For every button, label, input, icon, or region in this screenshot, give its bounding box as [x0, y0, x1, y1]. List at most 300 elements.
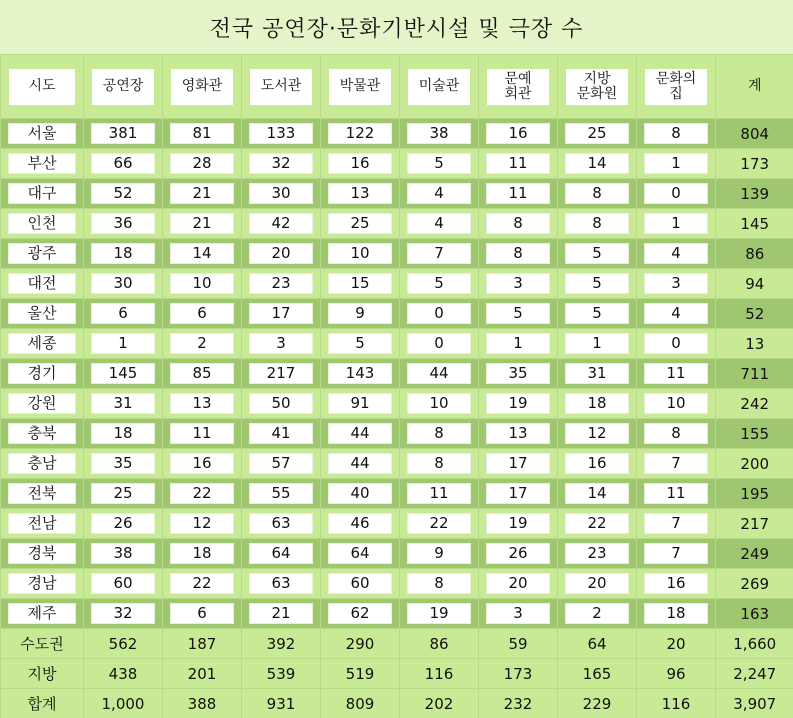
value-label: 25	[328, 213, 392, 234]
value-cell	[479, 509, 558, 539]
value-cell	[84, 569, 163, 599]
value-cell	[400, 209, 479, 239]
table-row	[1, 179, 793, 209]
value-cell	[242, 209, 321, 239]
value-cell	[637, 569, 716, 599]
value-label: 20	[249, 243, 313, 264]
value-label: 17	[486, 453, 550, 474]
value-cell	[400, 329, 479, 359]
value-cell	[321, 299, 400, 329]
value-label: 21	[170, 213, 234, 234]
value-label: 18	[91, 243, 155, 264]
value-label: 8	[644, 123, 708, 144]
region-cell	[1, 269, 84, 299]
value-cell	[400, 599, 479, 629]
value-cell	[479, 419, 558, 449]
value-label: 8	[407, 423, 471, 444]
header-label: 공연장	[92, 69, 154, 105]
value-cell	[558, 329, 637, 359]
value-label: 10	[407, 393, 471, 414]
value-label: 22	[170, 483, 234, 504]
value-cell: 711	[716, 359, 793, 389]
region-cell	[1, 449, 84, 479]
value-label: 22	[407, 513, 471, 534]
value-cell: 217	[716, 509, 793, 539]
value-label: 16	[170, 453, 234, 474]
value-cell	[558, 599, 637, 629]
value-cell	[163, 539, 242, 569]
value-label: 1	[644, 153, 708, 174]
value-cell	[321, 569, 400, 599]
value-label: 8	[565, 213, 629, 234]
value-cell: 804	[716, 119, 793, 149]
region-label: 광주	[8, 243, 76, 264]
value-cell	[558, 539, 637, 569]
value-cell	[163, 419, 242, 449]
value-label: 10	[170, 273, 234, 294]
region-cell	[1, 599, 84, 629]
value-label: 10	[644, 393, 708, 414]
value-label: 143	[328, 363, 392, 384]
value-label: 0	[407, 333, 471, 354]
summary-row	[1, 629, 793, 659]
value-label: 4	[407, 183, 471, 204]
value-cell	[558, 509, 637, 539]
value-cell	[400, 509, 479, 539]
value-cell	[321, 149, 400, 179]
value-label: 1	[565, 333, 629, 354]
table-row	[1, 149, 793, 179]
value-cell	[558, 209, 637, 239]
value-label: 6	[170, 603, 234, 624]
value-cell	[637, 389, 716, 419]
summary-value: 202	[400, 689, 479, 718]
value-cell	[479, 299, 558, 329]
region-cell	[1, 389, 84, 419]
value-label: 13	[328, 183, 392, 204]
value-cell: 145	[716, 209, 793, 239]
summary-value: 1,660	[716, 629, 793, 659]
value-cell	[558, 179, 637, 209]
header-cell	[321, 55, 400, 119]
value-cell	[242, 509, 321, 539]
value-cell	[400, 419, 479, 449]
value-cell	[637, 269, 716, 299]
value-cell	[400, 179, 479, 209]
region-cell	[1, 209, 84, 239]
value-cell	[84, 359, 163, 389]
value-label: 12	[565, 423, 629, 444]
header-label: 영화관	[171, 69, 233, 105]
value-label: 10	[328, 243, 392, 264]
value-cell: 52	[716, 299, 793, 329]
header-label: 박물관	[329, 69, 391, 105]
table-row	[1, 209, 793, 239]
region-label: 인천	[8, 213, 76, 234]
value-label: 32	[249, 153, 313, 174]
value-label: 35	[486, 363, 550, 384]
table-header-row	[1, 55, 793, 119]
value-cell	[479, 149, 558, 179]
value-cell	[479, 359, 558, 389]
region-label: 경북	[8, 543, 76, 564]
header-cell	[479, 55, 558, 119]
summary-value: 86	[400, 629, 479, 659]
value-label: 31	[91, 393, 155, 414]
value-cell	[163, 359, 242, 389]
value-cell	[84, 509, 163, 539]
value-label: 3	[249, 333, 313, 354]
summary-value: 388	[163, 689, 242, 718]
region-cell	[1, 479, 84, 509]
value-cell	[400, 479, 479, 509]
value-cell	[400, 539, 479, 569]
table-row	[1, 479, 793, 509]
summary-value: 931	[242, 689, 321, 718]
value-cell	[558, 239, 637, 269]
region-label: 대구	[8, 183, 76, 204]
value-cell	[242, 479, 321, 509]
value-label: 8	[486, 243, 550, 264]
table-row	[1, 269, 793, 299]
value-cell	[558, 359, 637, 389]
value-cell	[637, 419, 716, 449]
value-cell	[637, 509, 716, 539]
value-label: 22	[170, 573, 234, 594]
value-cell	[558, 299, 637, 329]
value-label: 63	[249, 573, 313, 594]
value-cell	[163, 209, 242, 239]
region-label: 전북	[8, 483, 76, 504]
value-label: 85	[170, 363, 234, 384]
value-label: 35	[91, 453, 155, 474]
region-cell	[1, 119, 84, 149]
value-cell	[400, 119, 479, 149]
region-label: 전남	[8, 513, 76, 534]
value-cell	[242, 569, 321, 599]
region-cell	[1, 359, 84, 389]
region-label: 경남	[8, 573, 76, 594]
value-cell	[479, 449, 558, 479]
value-cell	[321, 359, 400, 389]
region-label: 충남	[8, 453, 76, 474]
value-cell	[84, 329, 163, 359]
table-row	[1, 359, 793, 389]
value-cell	[163, 599, 242, 629]
value-label: 44	[328, 453, 392, 474]
summary-value: 2,247	[716, 659, 793, 689]
value-cell: 163	[716, 599, 793, 629]
header-label: 미술관	[408, 69, 470, 105]
value-label: 62	[328, 603, 392, 624]
page-title: 전국 공연장·문화기반시설 및 극장 수	[0, 0, 793, 54]
summary-row	[1, 659, 793, 689]
value-label: 2	[565, 603, 629, 624]
value-label: 44	[407, 363, 471, 384]
region-label: 세종	[8, 333, 76, 354]
value-cell	[84, 449, 163, 479]
value-cell	[400, 569, 479, 599]
value-label: 5	[407, 153, 471, 174]
value-label: 64	[328, 543, 392, 564]
value-label: 21	[170, 183, 234, 204]
value-cell	[163, 449, 242, 479]
value-label: 6	[170, 303, 234, 324]
value-cell	[637, 119, 716, 149]
summary-value: 562	[84, 629, 163, 659]
value-label: 44	[328, 423, 392, 444]
summary-row	[1, 689, 793, 718]
value-label: 60	[328, 573, 392, 594]
value-cell	[479, 569, 558, 599]
value-label: 18	[170, 543, 234, 564]
value-cell	[558, 569, 637, 599]
value-cell: 86	[716, 239, 793, 269]
table-row	[1, 389, 793, 419]
value-label: 17	[486, 483, 550, 504]
summary-value: 229	[558, 689, 637, 718]
value-label: 81	[170, 123, 234, 144]
summary-value: 116	[400, 659, 479, 689]
value-cell	[400, 269, 479, 299]
value-label: 55	[249, 483, 313, 504]
value-label: 19	[407, 603, 471, 624]
value-label: 26	[91, 513, 155, 534]
value-cell	[84, 539, 163, 569]
value-cell	[163, 569, 242, 599]
value-cell: 269	[716, 569, 793, 599]
region-cell	[1, 239, 84, 269]
value-cell	[479, 179, 558, 209]
value-cell	[637, 329, 716, 359]
table-row	[1, 329, 793, 359]
value-cell	[558, 419, 637, 449]
value-label: 3	[644, 273, 708, 294]
value-cell	[637, 359, 716, 389]
value-cell	[400, 449, 479, 479]
value-cell: 173	[716, 149, 793, 179]
value-cell	[321, 419, 400, 449]
value-cell	[242, 389, 321, 419]
header-label: 도서관	[250, 69, 312, 105]
value-cell	[242, 299, 321, 329]
value-label: 21	[249, 603, 313, 624]
value-cell	[479, 599, 558, 629]
value-cell	[163, 119, 242, 149]
region-label: 부산	[8, 153, 76, 174]
summary-value: 173	[479, 659, 558, 689]
value-label: 64	[249, 543, 313, 564]
table-row	[1, 119, 793, 149]
value-label: 217	[249, 363, 313, 384]
value-cell	[321, 209, 400, 239]
value-cell	[242, 239, 321, 269]
value-label: 8	[486, 213, 550, 234]
summary-value: 539	[242, 659, 321, 689]
summary-value: 3,907	[716, 689, 793, 718]
value-label: 41	[249, 423, 313, 444]
header-cell	[163, 55, 242, 119]
table-row	[1, 299, 793, 329]
value-label: 91	[328, 393, 392, 414]
value-cell	[479, 389, 558, 419]
value-label: 36	[91, 213, 155, 234]
value-cell	[321, 329, 400, 359]
value-cell	[163, 479, 242, 509]
header-cell	[84, 55, 163, 119]
region-label: 울산	[8, 303, 76, 324]
value-label: 7	[644, 453, 708, 474]
summary-label: 합계	[1, 689, 84, 718]
value-label: 13	[170, 393, 234, 414]
value-label: 2	[170, 333, 234, 354]
summary-value: 232	[479, 689, 558, 718]
value-label: 4	[644, 303, 708, 324]
region-cell	[1, 149, 84, 179]
value-cell	[84, 599, 163, 629]
value-cell	[163, 239, 242, 269]
header-cell	[558, 55, 637, 119]
value-label: 0	[644, 183, 708, 204]
region-cell	[1, 539, 84, 569]
value-cell	[400, 389, 479, 419]
value-label: 11	[170, 423, 234, 444]
value-cell	[84, 119, 163, 149]
value-cell	[637, 239, 716, 269]
value-label: 9	[328, 303, 392, 324]
value-label: 122	[328, 123, 392, 144]
value-cell	[400, 149, 479, 179]
value-cell	[84, 239, 163, 269]
value-label: 1	[486, 333, 550, 354]
value-label: 63	[249, 513, 313, 534]
value-label: 5	[328, 333, 392, 354]
value-cell: 139	[716, 179, 793, 209]
summary-value: 809	[321, 689, 400, 718]
value-label: 25	[91, 483, 155, 504]
value-label: 9	[407, 543, 471, 564]
summary-label: 수도권	[1, 629, 84, 659]
value-label: 30	[249, 183, 313, 204]
value-cell	[84, 419, 163, 449]
value-cell	[84, 209, 163, 239]
value-label: 18	[644, 603, 708, 624]
value-label: 5	[565, 273, 629, 294]
value-label: 42	[249, 213, 313, 234]
header-label: 시도	[9, 69, 75, 105]
value-cell	[479, 119, 558, 149]
value-label: 38	[91, 543, 155, 564]
value-cell: 242	[716, 389, 793, 419]
summary-value: 201	[163, 659, 242, 689]
value-cell	[242, 449, 321, 479]
value-cell: 94	[716, 269, 793, 299]
header-label: 계	[724, 69, 786, 105]
summary-value: 116	[637, 689, 716, 718]
value-label: 0	[644, 333, 708, 354]
value-label: 11	[486, 153, 550, 174]
table-row	[1, 239, 793, 269]
summary-value: 1,000	[84, 689, 163, 718]
value-label: 8	[407, 453, 471, 474]
value-cell	[558, 389, 637, 419]
header-cell	[1, 55, 84, 119]
value-label: 50	[249, 393, 313, 414]
value-label: 8	[644, 423, 708, 444]
value-label: 17	[249, 303, 313, 324]
value-label: 14	[565, 153, 629, 174]
value-cell: 249	[716, 539, 793, 569]
header-cell	[716, 55, 793, 119]
value-label: 1	[91, 333, 155, 354]
value-cell	[479, 479, 558, 509]
region-cell	[1, 179, 84, 209]
value-label: 60	[91, 573, 155, 594]
value-label: 14	[565, 483, 629, 504]
value-label: 7	[407, 243, 471, 264]
region-label: 제주	[8, 603, 76, 624]
value-cell	[479, 239, 558, 269]
value-label: 18	[565, 393, 629, 414]
summary-value: 187	[163, 629, 242, 659]
region-label: 강원	[8, 393, 76, 414]
value-cell	[84, 149, 163, 179]
value-label: 52	[91, 183, 155, 204]
value-label: 13	[486, 423, 550, 444]
value-label: 15	[328, 273, 392, 294]
value-label: 23	[249, 273, 313, 294]
value-cell	[479, 329, 558, 359]
summary-value: 96	[637, 659, 716, 689]
value-label: 381	[91, 123, 155, 144]
value-cell	[321, 599, 400, 629]
value-cell	[84, 299, 163, 329]
value-cell	[163, 149, 242, 179]
value-label: 4	[644, 243, 708, 264]
header-cell	[400, 55, 479, 119]
value-label: 23	[565, 543, 629, 564]
value-cell	[637, 209, 716, 239]
value-label: 5	[565, 303, 629, 324]
table-row	[1, 449, 793, 479]
value-cell	[242, 359, 321, 389]
value-cell	[321, 449, 400, 479]
summary-label: 지방	[1, 659, 84, 689]
value-cell: 13	[716, 329, 793, 359]
value-label: 32	[91, 603, 155, 624]
value-cell	[84, 179, 163, 209]
value-cell	[321, 239, 400, 269]
value-label: 26	[486, 543, 550, 564]
header-label: 지방 문화원	[566, 69, 628, 105]
value-label: 14	[170, 243, 234, 264]
value-cell	[242, 419, 321, 449]
value-cell	[163, 509, 242, 539]
value-label: 22	[565, 513, 629, 534]
value-cell	[558, 269, 637, 299]
value-label: 5	[407, 273, 471, 294]
value-cell	[637, 599, 716, 629]
value-cell	[400, 359, 479, 389]
value-label: 3	[486, 273, 550, 294]
summary-value: 20	[637, 629, 716, 659]
value-label: 38	[407, 123, 471, 144]
value-cell	[400, 239, 479, 269]
value-label: 16	[644, 573, 708, 594]
table-row	[1, 569, 793, 599]
value-label: 5	[565, 243, 629, 264]
value-cell	[400, 299, 479, 329]
